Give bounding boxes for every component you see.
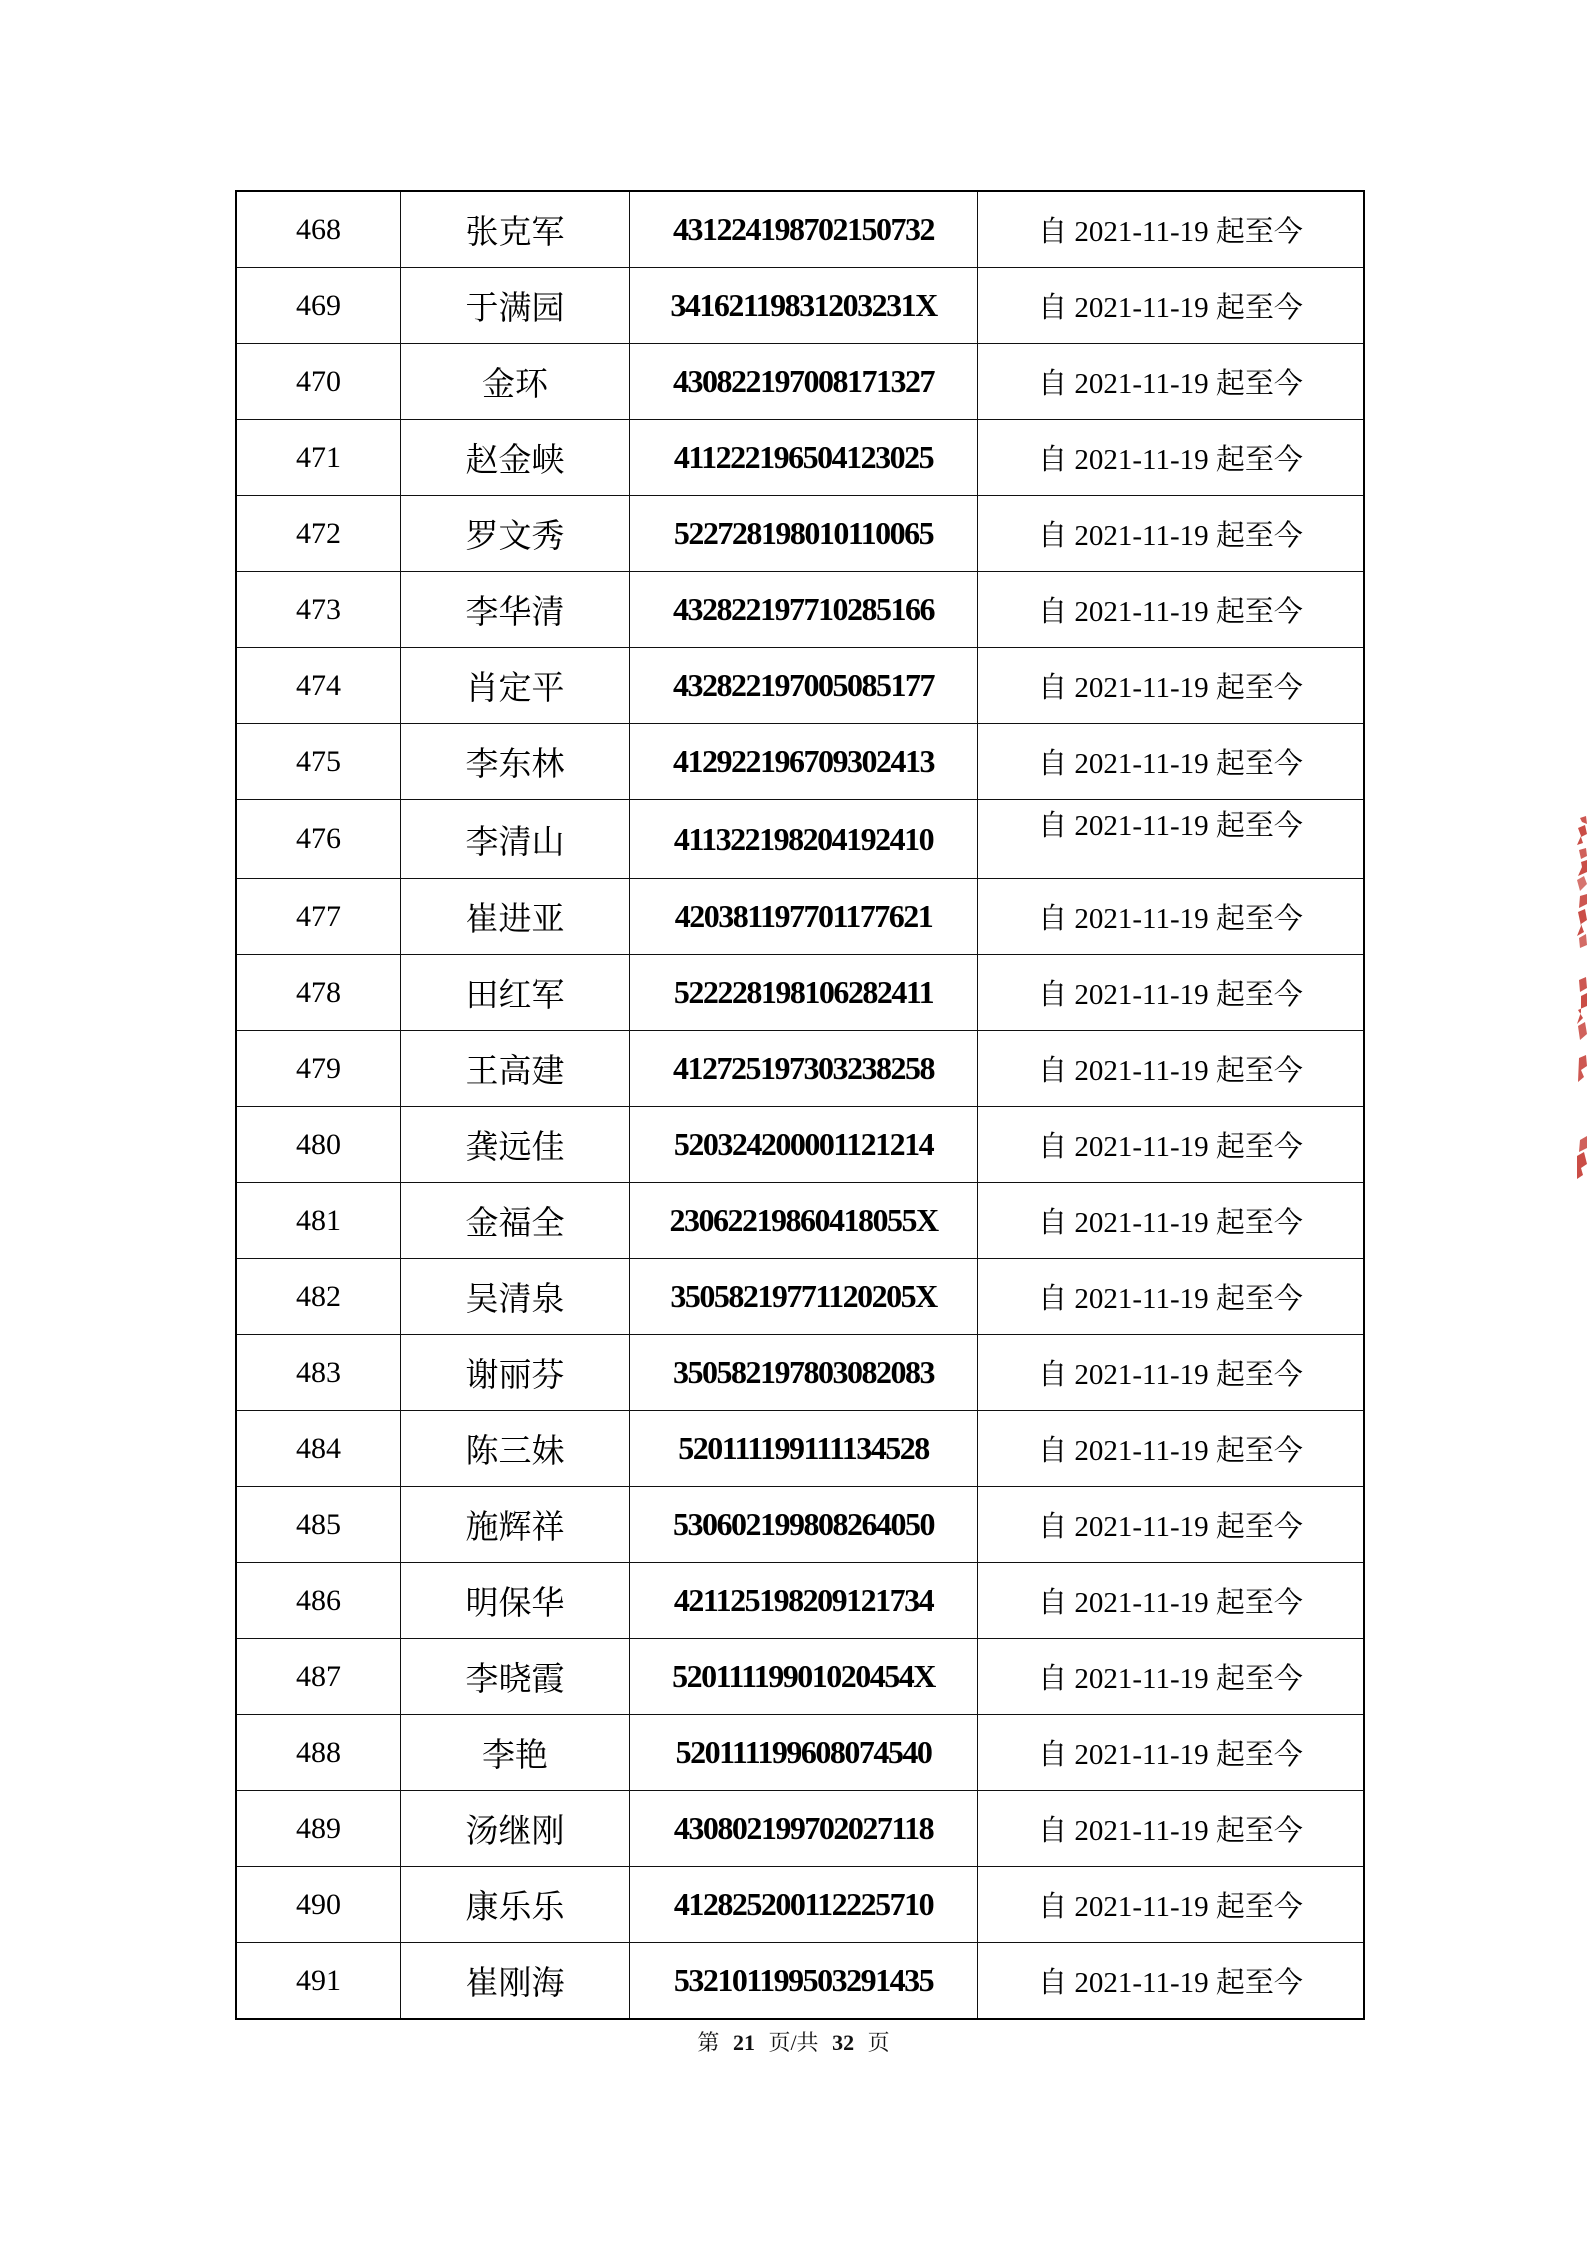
period-cell: 自 2021-11-19 起至今 — [978, 1031, 1365, 1107]
table-row — [236, 879, 1364, 955]
period-cell: 自 2021-11-19 起至今 — [978, 955, 1365, 1031]
period-cell: 自 2021-11-19 起至今 — [978, 1943, 1365, 2020]
id-number-cell: 432822197005085177 — [630, 648, 978, 724]
period-cell: 自 2021-11-19 起至今 — [978, 1259, 1365, 1335]
row-number-cell: 490 — [236, 1867, 401, 1943]
row-number-cell: 478 — [236, 955, 401, 1031]
period-cell: 自 2021-11-19 起至今 — [978, 1183, 1365, 1259]
row-number-cell: 481 — [236, 1183, 401, 1259]
table-row — [236, 1259, 1364, 1335]
id-number-cell: 421125198209121734 — [630, 1563, 978, 1639]
footer-label-di: 第 — [697, 2030, 720, 2055]
id-number-cell: 522228198106282411 — [630, 955, 978, 1031]
period-cell: 自 2021-11-19 起至今 — [978, 1791, 1365, 1867]
row-number-cell: 488 — [236, 1715, 401, 1791]
table-row — [236, 1715, 1364, 1791]
id-number-cell: 420381197701177621 — [630, 879, 978, 955]
name-cell: 李华清 — [401, 572, 630, 648]
period-cell: 自 2021-11-19 起至今 — [978, 344, 1365, 420]
row-number-cell: 486 — [236, 1563, 401, 1639]
name-cell: 龚远佳 — [401, 1107, 630, 1183]
table-row — [236, 1867, 1364, 1943]
period-cell: 自 2021-11-19 起至今 — [978, 496, 1365, 572]
red-stamp-fragments-svg — [1569, 812, 1587, 1192]
footer-label-mid: 页/共 — [768, 2030, 819, 2055]
footer-total-pages: 32 — [832, 2030, 855, 2055]
id-number-cell: 411222196504123025 — [630, 420, 978, 496]
period-cell: 自 2021-11-19 起至今 — [978, 1639, 1365, 1715]
table-row — [236, 1411, 1364, 1487]
period-cell: 自 2021-11-19 起至今 — [978, 879, 1365, 955]
row-number-cell: 469 — [236, 268, 401, 344]
name-cell: 赵金峡 — [401, 420, 630, 496]
table-row — [236, 1487, 1364, 1563]
name-cell: 李清山 — [401, 800, 630, 879]
table-row — [236, 1639, 1364, 1715]
table-row — [236, 420, 1364, 496]
name-cell: 张克军 — [401, 191, 630, 268]
name-cell: 金福全 — [401, 1183, 630, 1259]
name-cell: 康乐乐 — [401, 1867, 630, 1943]
table-row — [236, 724, 1364, 800]
period-cell: 自 2021-11-19 起至今 — [978, 268, 1365, 344]
footer-page-number: 21 — [732, 2030, 755, 2055]
name-cell: 汤继刚 — [401, 1791, 630, 1867]
id-number-cell: 52011119901020454X — [630, 1639, 978, 1715]
id-number-cell: 530602199808264050 — [630, 1487, 978, 1563]
name-cell: 肖定平 — [401, 648, 630, 724]
name-cell: 罗文秀 — [401, 496, 630, 572]
row-number-cell: 482 — [236, 1259, 401, 1335]
red-stamp-fragments — [1569, 812, 1587, 1192]
table-row — [236, 268, 1364, 344]
id-number-cell: 34162119831203231X — [630, 268, 978, 344]
period-cell: 自 2021-11-19 起至今 — [978, 1107, 1365, 1183]
name-cell: 金环 — [401, 344, 630, 420]
name-cell: 李晓霞 — [401, 1639, 630, 1715]
row-number-cell: 487 — [236, 1639, 401, 1715]
period-cell: 自 2021-11-19 起至今 — [978, 648, 1365, 724]
id-number-cell: 430822197008171327 — [630, 344, 978, 420]
table-row — [236, 191, 1364, 268]
table-row — [236, 955, 1364, 1031]
name-cell: 陈三妹 — [401, 1411, 630, 1487]
id-number-cell: 522728198010110065 — [630, 496, 978, 572]
row-number-cell: 470 — [236, 344, 401, 420]
period-cell: 自 2021-11-19 起至今 — [978, 572, 1365, 648]
row-number-cell: 477 — [236, 879, 401, 955]
row-number-cell: 473 — [236, 572, 401, 648]
name-cell: 田红军 — [401, 955, 630, 1031]
row-number-cell: 480 — [236, 1107, 401, 1183]
id-number-cell: 432822197710285166 — [630, 572, 978, 648]
name-cell: 崔刚海 — [401, 1943, 630, 2020]
row-number-cell: 485 — [236, 1487, 401, 1563]
row-number-cell: 476 — [236, 800, 401, 879]
id-number-cell: 520324200001121214 — [630, 1107, 978, 1183]
table-row — [236, 496, 1364, 572]
table-row — [236, 1335, 1364, 1411]
id-number-cell: 412725197303238258 — [630, 1031, 978, 1107]
period-cell: 自 2021-11-19 起至今 — [978, 1563, 1365, 1639]
id-number-cell: 35058219771120205X — [630, 1259, 978, 1335]
table-row — [236, 1943, 1364, 2020]
period-cell: 自 2021-11-19 起至今 — [978, 800, 1365, 879]
id-number-cell: 520111199111134528 — [630, 1411, 978, 1487]
row-number-cell: 489 — [236, 1791, 401, 1867]
name-cell: 王高建 — [401, 1031, 630, 1107]
id-number-cell: 412922196709302413 — [630, 724, 978, 800]
id-number-cell: 411322198204192410 — [630, 800, 978, 879]
table-row — [236, 1791, 1364, 1867]
id-number-cell: 23062219860418055X — [630, 1183, 978, 1259]
row-number-cell: 468 — [236, 191, 401, 268]
id-number-cell: 350582197803082083 — [630, 1335, 978, 1411]
id-number-cell: 520111199608074540 — [630, 1715, 978, 1791]
period-cell: 自 2021-11-19 起至今 — [978, 1715, 1365, 1791]
table-row — [236, 344, 1364, 420]
row-number-cell: 479 — [236, 1031, 401, 1107]
period-cell: 自 2021-11-19 起至今 — [978, 1487, 1365, 1563]
roster-table — [235, 190, 1365, 2020]
name-cell: 李东林 — [401, 724, 630, 800]
row-number-cell: 484 — [236, 1411, 401, 1487]
footer-label-ye: 页 — [867, 2030, 890, 2055]
row-number-cell: 475 — [236, 724, 401, 800]
name-cell: 李艳 — [401, 1715, 630, 1791]
id-number-cell: 431224198702150732 — [630, 191, 978, 268]
period-cell: 自 2021-11-19 起至今 — [978, 420, 1365, 496]
name-cell: 谢丽芬 — [401, 1335, 630, 1411]
row-number-cell: 483 — [236, 1335, 401, 1411]
id-number-cell: 532101199503291435 — [630, 1943, 978, 2020]
table-row — [236, 1563, 1364, 1639]
name-cell: 施辉祥 — [401, 1487, 630, 1563]
table-row — [236, 1183, 1364, 1259]
name-cell: 于满园 — [401, 268, 630, 344]
page-footer — [0, 2026, 1587, 2057]
table-row — [236, 800, 1364, 879]
name-cell: 吴清泉 — [401, 1259, 630, 1335]
row-number-cell: 471 — [236, 420, 401, 496]
name-cell: 明保华 — [401, 1563, 630, 1639]
table-row — [236, 572, 1364, 648]
row-number-cell: 491 — [236, 1943, 401, 2020]
row-number-cell: 472 — [236, 496, 401, 572]
table-row — [236, 648, 1364, 724]
period-cell: 自 2021-11-19 起至今 — [978, 191, 1365, 268]
period-cell: 自 2021-11-19 起至今 — [978, 1867, 1365, 1943]
period-cell: 自 2021-11-19 起至今 — [978, 1411, 1365, 1487]
period-cell: 自 2021-11-19 起至今 — [978, 1335, 1365, 1411]
row-number-cell: 474 — [236, 648, 401, 724]
table-row — [236, 1031, 1364, 1107]
name-cell: 崔进亚 — [401, 879, 630, 955]
period-cell: 自 2021-11-19 起至今 — [978, 724, 1365, 800]
id-number-cell: 412825200112225710 — [630, 1867, 978, 1943]
id-number-cell: 430802199702027118 — [630, 1791, 978, 1867]
table-row — [236, 1107, 1364, 1183]
